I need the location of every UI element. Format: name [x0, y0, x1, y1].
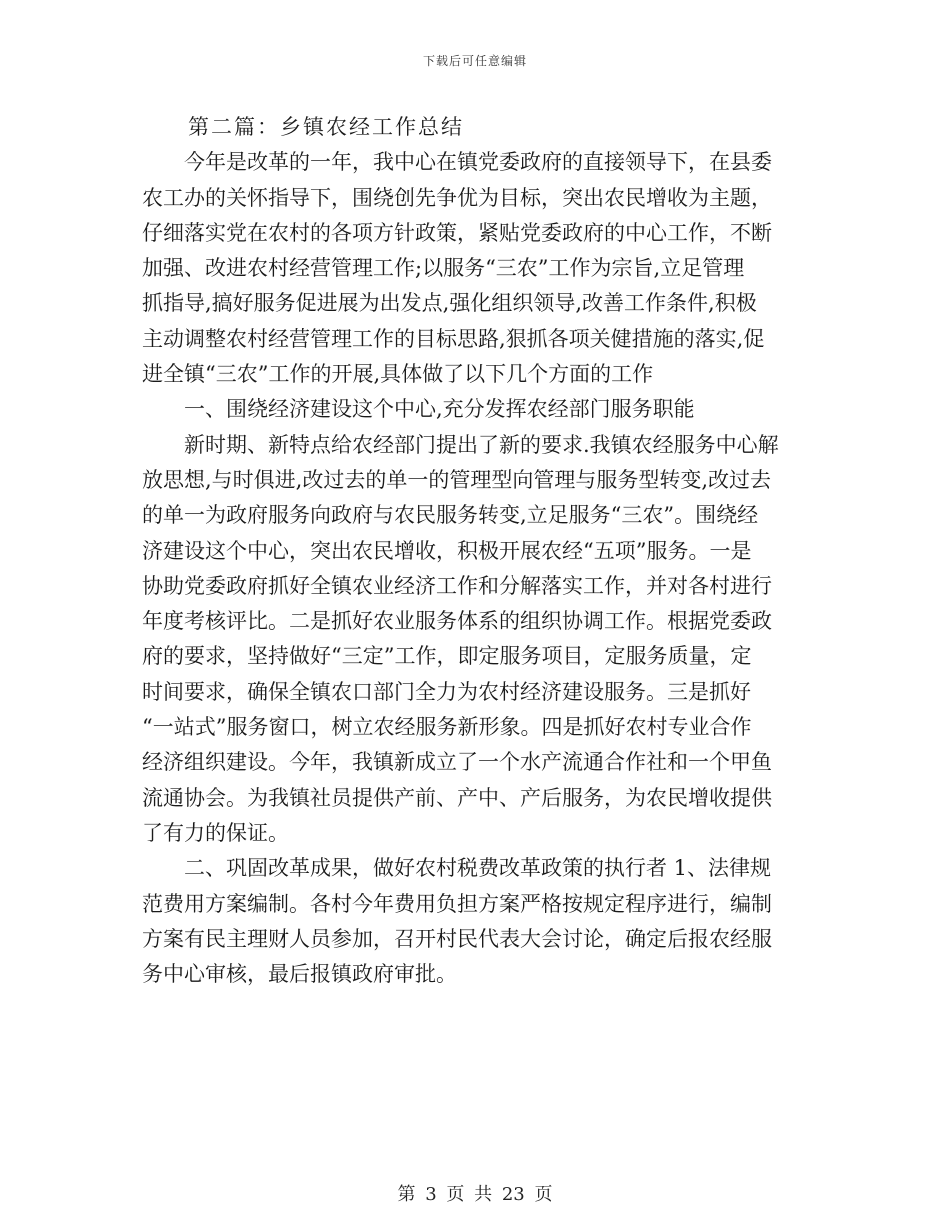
text-line: 今年是改革的一年，我中心在镇党委政府的直接领导下，在县委: [142, 150, 772, 175]
text-line: 新时期、新特点给农经部门提出了新的要求.我镇农经服务中心解: [142, 432, 779, 457]
text-line: 经济组织建设。今年，我镇新成立了一个水产流通合作社和一个甲鱼: [142, 750, 772, 775]
section-title: 第二篇：乡镇农经工作总结: [142, 115, 464, 139]
page-header: 下载后可任意编辑: [422, 54, 527, 68]
text-line: 抓指导,搞好服务促进展为出发点,强化组织领导,改善工作条件,积极: [142, 291, 757, 316]
text-line: 流通协会。为我镇社员提供产前、产中、产后服务，为农民增收提供: [142, 785, 772, 810]
text-line: 协助党委政府抓好全镇农业经济工作和分解落实工作，并对各村进行: [142, 573, 772, 598]
text-line: 进全镇“三农”工作的开展,具体做了以下几个方面的工作: [142, 362, 654, 387]
text-line: 放思想,与时俱进,改过去的单一的管理型向管理与服务型转变,改过去: [142, 467, 772, 492]
text-line: 年度考核评比。二是抓好农业服务体系的组织协调工作。根据党委政: [142, 609, 772, 634]
text-line: 济建设这个中心，突出农民增收，积极开展农经“五项”服务。一是: [142, 538, 752, 563]
text-line: 主动调整农村经营管理工作的目标思路,狠抓各项关健措施的落实,促: [142, 326, 765, 351]
text-line: 时间要求，确保全镇农口部门全力为农村经济建设服务。三是抓好: [142, 679, 751, 704]
section-heading: 二、巩固改革成果，做好农村税费改革政策的执行者 1、法律规: [142, 856, 772, 881]
text-line: 府的要求，坚持做好“三定”工作，即定服务项目，定服务质量，定: [142, 644, 752, 669]
text-line: 农工办的关怀指导下，围绕创先争优为目标，突出农民增收为主题，: [142, 185, 772, 210]
text-line: 的单一为政府服务向政府与农民服务转变,立足服务“三农”。围绕经: [142, 503, 759, 528]
text-line: 方案有民主理财人员参加，召开村民代表大会讨论，确定后报农经服: [142, 926, 772, 951]
text-line: 仔细落实党在农村的各项方针政策，紧贴党委政府的中心工作，不断: [142, 220, 772, 245]
text-line: 范费用方案编制。各村今年费用负担方案严格按规定程序进行，编制: [142, 891, 772, 916]
page-number: 第 3 页 共 23 页: [397, 1184, 553, 1205]
text-line: 了有力的保证。: [142, 820, 289, 845]
text-line: 务中心审核，最后报镇政府审批。: [142, 962, 457, 987]
section-heading: 一、围绕经济建设这个中心,充分发挥农经部门服务职能: [142, 397, 695, 422]
document-body: [142, 110, 806, 992]
text-line: “一站式”服务窗口，树立农经服务新形象。四是抓好农村专业合作: [142, 715, 752, 740]
text-line: 加强、改进农村经营管理工作;以服务“三农”工作为宗旨,立足管理: [142, 256, 745, 281]
